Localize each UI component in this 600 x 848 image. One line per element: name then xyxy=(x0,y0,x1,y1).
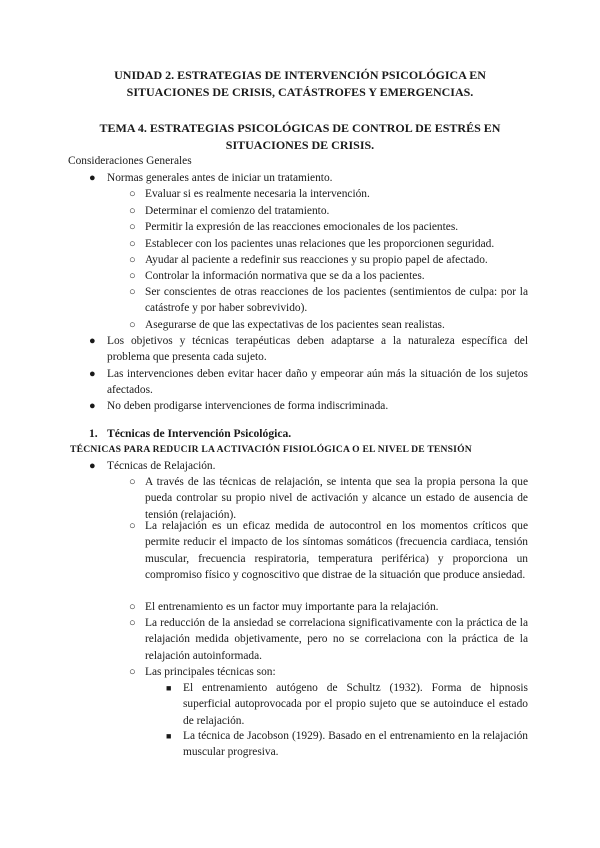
list-item: Normas generales antes de iniciar un tratamiento. xyxy=(107,172,333,184)
bullet-icon: ● xyxy=(89,172,96,184)
list-item: Evaluar si es realmente necesaria la intervención. xyxy=(145,188,370,200)
circle-bullet-icon: ○ xyxy=(129,205,136,217)
circle-bullet-icon: ○ xyxy=(129,601,136,613)
bullet-icon: ● xyxy=(89,400,96,412)
list-item: Permitir la expresión de las reacciones emocionales de los pacientes. xyxy=(145,221,459,233)
list-item: A través de las técnicas de relajación, se intenta que sea la propia persona la que pueda controlar su propio nivel de activación y alcance un estado de ausencia de tensión (relajación). xyxy=(145,476,528,521)
list-item: El entrenamiento autógeno de Schultz (1932). Forma de hipnosis superficial autoprovocada por el propio sujeto que se autoinduce el estado de relajación. xyxy=(183,682,528,727)
circle-bullet-icon: ○ xyxy=(129,617,136,629)
topic-title: TEMA 4. ESTRATEGIAS PSICOLÓGICAS DE CONTROL DE ESTRÉS EN SITUACIONES DE CRISIS. xyxy=(99,121,501,152)
list-item: Ayudar al paciente a redefinir sus reacciones y su propio papel de afectado. xyxy=(145,254,488,266)
circle-bullet-icon: ○ xyxy=(129,319,136,331)
circle-bullet-icon: ○ xyxy=(129,286,136,298)
bullet-icon: ● xyxy=(89,335,96,347)
list-item: Técnicas de Relajación. xyxy=(107,460,216,472)
circle-bullet-icon: ○ xyxy=(129,188,136,200)
square-bullet-icon: ■ xyxy=(166,683,172,693)
considerations-heading: Consideraciones Generales xyxy=(68,155,192,167)
list-item: La relajación es un eficaz medida de autocontrol en los momentos críticos que permite reducir el impacto de los síntomas somáticos (frecuencia cardiaca, tensión muscular, frecuencia respiratoria, temperatura periférica) y proporciona un compromiso físico y cognoscitivo que distrae de la situación que produce ansiedad. xyxy=(145,520,528,582)
circle-bullet-icon: ○ xyxy=(129,520,136,532)
list-item: La reducción de la ansiedad se correlaciona significativamente con la práctica de la relajación medida objetivamente, pero no se correlaciona con la práctica de la relajación autoinformada. xyxy=(145,617,528,662)
circle-bullet-icon: ○ xyxy=(129,238,136,250)
list-item: Los objetivos y técnicas terapéuticas deben adaptarse a la naturaleza específica del problema que presenta cada sujeto. xyxy=(107,335,528,364)
circle-bullet-icon: ○ xyxy=(129,666,136,678)
circle-bullet-icon: ○ xyxy=(129,254,136,266)
list-item: El entrenamiento es un factor muy importante para la relajación. xyxy=(145,601,439,613)
list-item: Ser conscientes de otras reacciones de los pacientes (sentimientos de culpa: por la catástrofe y por haber sobrevivido). xyxy=(145,286,528,315)
list-item: Asegurarse de que las expectativas de los pacientes sean realistas. xyxy=(145,319,445,331)
list-item: Determinar el comienzo del tratamiento. xyxy=(145,205,330,217)
section-subheading: TÉCNICAS PARA REDUCIR LA ACTIVACIÓN FISIOLÓGICA O EL NIVEL DE TENSIÓN xyxy=(70,444,472,455)
circle-bullet-icon: ○ xyxy=(129,221,136,233)
list-item: Establecer con los pacientes unas relaciones que les proporcionen seguridad. xyxy=(145,238,495,250)
bullet-icon: ● xyxy=(89,460,96,472)
unit-title: UNIDAD 2. ESTRATEGIAS DE INTERVENCIÓN PSICOLÓGICA EN SITUACIONES DE CRISIS, CATÁSTROFES Y EMERGENCIAS. xyxy=(114,68,486,99)
list-item: Las intervenciones deben evitar hacer daño y empeorar aún más la situación de los sujetos afectados. xyxy=(107,368,528,397)
section-number: 1. xyxy=(89,427,98,440)
circle-bullet-icon: ○ xyxy=(129,476,136,488)
list-item: Controlar la información normativa que se da a los pacientes. xyxy=(145,270,425,282)
square-bullet-icon: ■ xyxy=(166,731,172,741)
section-heading: Técnicas de Intervención Psicológica. xyxy=(107,427,292,440)
list-item: Las principales técnicas son: xyxy=(145,666,276,678)
list-item: La técnica de Jacobson (1929). Basado en el entrenamiento en la relajación muscular progresiva. xyxy=(183,730,528,759)
circle-bullet-icon: ○ xyxy=(129,270,136,282)
bullet-icon: ● xyxy=(89,368,96,380)
list-item: No deben prodigarse intervenciones de forma indiscriminada. xyxy=(107,400,389,412)
